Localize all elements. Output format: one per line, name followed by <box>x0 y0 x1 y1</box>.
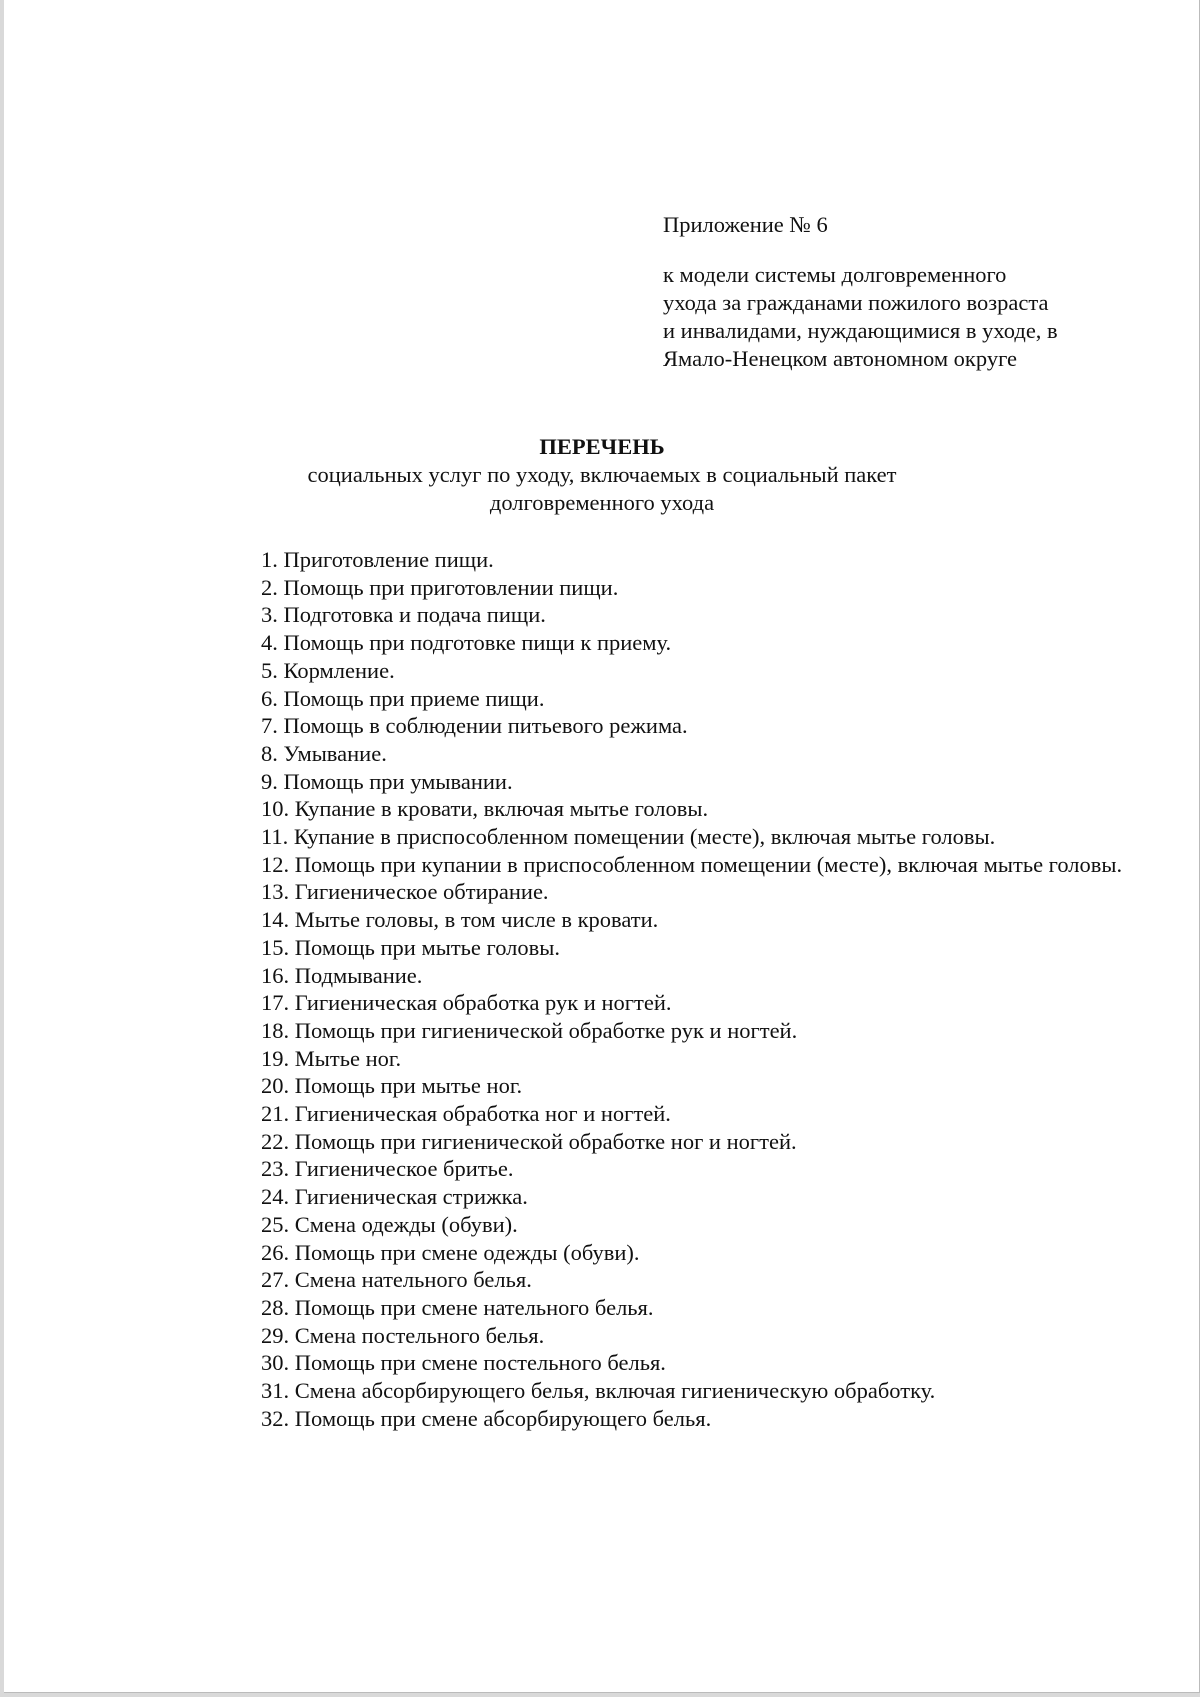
list-item: 7. Помощь в соблюдении питьевого режима. <box>261 713 688 739</box>
appendix-header <box>663 211 1058 373</box>
list-item: 14. Мытье головы, в том числе в кровати. <box>261 907 659 933</box>
list-item: 23. Гигиеническое бритье. <box>261 1156 514 1182</box>
list-item: 9. Помощь при умывании. <box>261 768 513 794</box>
list-item: 19. Мытье ног. <box>261 1045 402 1071</box>
list-item: 10. Купание в кровати, включая мытье головы. <box>261 796 709 822</box>
list-item: 25. Смена одежды (обуви). <box>261 1211 518 1237</box>
list-item: 20. Помощь при мытье ног. <box>261 1073 523 1099</box>
list-item: 27. Смена нательного белья. <box>261 1267 532 1293</box>
document-heading: ПЕРЕЧЕНЬ <box>539 434 665 459</box>
appendix-line: ухода за гражданами пожилого возраста <box>663 290 1049 315</box>
list-item: 28. Помощь при смене нательного белья. <box>261 1294 654 1320</box>
list-item: 11. Купание в приспособленном помещении (месте), включая мытье головы. <box>261 824 996 850</box>
list-item: 17. Гигиеническая обработка рук и ногтей. <box>261 990 672 1016</box>
list-item: 8. Умывание. <box>261 740 387 766</box>
list-item: 2. Помощь при приготовлении пищи. <box>261 574 619 600</box>
list-item: 13. Гигиеническое обтирание. <box>261 879 549 905</box>
list-item: 29. Смена постельного белья. <box>261 1322 545 1348</box>
list-item: 30. Помощь при смене постельного белья. <box>261 1350 666 1376</box>
appendix-line: Ямало-Ненецком автономном округе <box>663 346 1017 371</box>
list-item: 21. Гигиеническая обработка ног и ногтей. <box>261 1101 671 1127</box>
list-item: 22. Помощь при гигиенической обработке ног и ногтей. <box>261 1128 797 1154</box>
list-item: 24. Гигиеническая стрижка. <box>261 1184 528 1210</box>
document-subtitle-line: социальных услуг по уходу, включаемых в социальный пакет <box>307 462 897 487</box>
appendix-number: Приложение № 6 <box>663 212 828 237</box>
list-item: 3. Подготовка и подача пищи. <box>261 602 546 628</box>
appendix-line: и инвалидами, нуждающимися в уходе, в <box>663 318 1058 343</box>
list-item: 26. Помощь при смене одежды (обуви). <box>261 1239 640 1265</box>
document-title-block <box>4 433 1200 517</box>
list-item: 31. Смена абсорбирующего белья, включая гигиеническую обработку. <box>261 1378 936 1404</box>
list-item: 18. Помощь при гигиенической обработке рук и ногтей. <box>261 1017 798 1043</box>
list-item: 1. Приготовление пищи. <box>261 547 494 572</box>
list-item: 6. Помощь при приеме пищи. <box>261 685 545 711</box>
list-item: 15. Помощь при мытье головы. <box>261 934 561 960</box>
list-item: 32. Помощь при смене абсорбирующего белья. <box>261 1405 712 1431</box>
list-item: 4. Помощь при подготовке пищи к приему. <box>261 630 672 656</box>
list-item: 16. Подмывание. <box>261 962 423 988</box>
services-list <box>197 546 1127 1433</box>
list-item: 5. Кормление. <box>261 657 395 683</box>
list-item: 12. Помощь при купании в приспособленном помещении (месте), включая мытье головы. <box>261 851 1123 877</box>
appendix-line: к модели системы долговременного <box>663 262 1007 287</box>
document-page <box>4 0 1200 1693</box>
document-subtitle-line: долговременного ухода <box>489 490 715 515</box>
